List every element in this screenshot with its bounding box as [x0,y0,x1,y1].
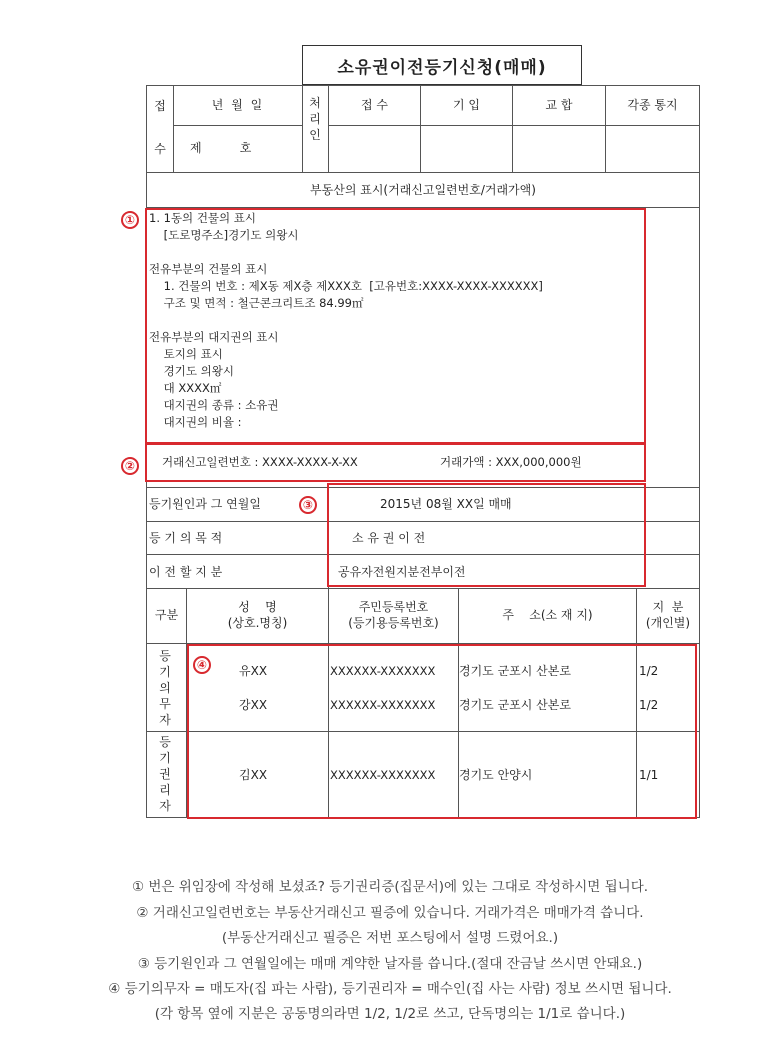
reception-col-check: 교 합 [545,98,573,112]
parties-header-name: 성 명 [238,600,277,614]
note-line: (부동산거래신고 필증은 저번 포스팅에서 설명 드렸어요.) [221,930,559,946]
property-line: 대 XXXX㎡ [149,381,222,395]
property-line: 구조 및 면적 : 철근콘크리트조 84.99㎡ [149,296,364,310]
registration-cause-value: 2015년 08월 XX일 매매 [380,497,512,511]
highlight-box-2 [145,443,646,482]
marker-4: ④ [193,656,211,674]
parties-header-address: 주 소(소 재 지) [502,608,593,622]
marker-3: ③ [299,496,317,514]
note-line: (각 항목 옆에 지분은 공동명의라면 1/2, 1/2로 쓰고, 단독명의는 1/1로 씁니다.) [154,1006,626,1022]
reception-col-receipt: 접 수 [361,98,388,112]
highlight-box-4 [187,644,697,819]
property-line: [도로명주소]경기도 의왕시 [149,228,299,242]
registration-share-label: 이 전 할 지 분 [149,565,223,579]
parties-header-id: 주민등록번호 [358,600,429,614]
obligee-id: XXXXXX-XXXXXXX [330,768,436,782]
parties-header-share: 지 분 [652,600,684,614]
obligor-name: 유XX [239,664,268,678]
registration-cause-label: 등기원인과 그 연월일 [149,497,261,511]
marker-2: ② [121,457,139,475]
note-line: ③ 등기원인과 그 연월일에는 매매 계약한 날자를 씁니다.(절대 잔금날 쓰시면 안돼요.) [137,956,643,972]
obligor-label: 등기의무자 [159,649,171,727]
property-header: 부동산의 표시(거래신고일련번호/거래가액) [310,183,536,197]
trade-serial: 거래신고일련번호 : XXXX-XXXX-X-XX [162,455,358,469]
reception-label-top: 접 [154,99,166,113]
property-line: 대지권의 종류 : 소유권 [149,398,279,412]
reception-col-entry: 기 입 [453,98,480,112]
property-line: 전유부분의 건물의 표시 [149,262,268,276]
form-title: 소유권이전등기신청(매매) [302,45,582,85]
parties-header-share-sub: (개인별) [645,616,691,630]
marker-1: ① [121,211,139,229]
property-line: 경기도 의왕시 [149,364,234,378]
obligor-id: XXXXXX-XXXXXXX [330,698,436,712]
obligor-id: XXXXXX-XXXXXXX [330,664,436,678]
note-line: ④ 등기의무자 = 매도자(집 파는 사람), 등기권리자 = 매수인(집 사는 사람) 정보 쓰시면 됩니다. [108,981,672,997]
property-line: 1. 1동의 건물의 표시 [149,211,257,225]
registration-purpose-value: 소 유 권 이 전 [352,531,426,545]
registration-purpose-label: 등 기 의 목 적 [149,531,223,545]
property-line: 대지권의 비율 : [149,415,242,429]
reception-date-label: 년 월 일 [211,98,265,112]
note-line: ② 거래신고일련번호는 부동산거래신고 필증에 있습니다. 거래가격은 매매가격 씁니다. [136,905,644,921]
trade-price: 거래가액 : XXX,000,000원 [440,455,582,469]
reception-label-bottom: 수 [154,142,166,156]
property-line: 1. 건물의 번호 : 제X동 제X층 제XXX호 [고유번호:XXXX-XXXX-XXXXXX] [149,279,543,293]
property-line: 전유부분의 대지권의 표시 [149,330,279,344]
obligee-share: 1/1 [639,768,659,782]
highlight-box-3 [327,483,646,587]
note-line: ① 번은 위임장에 작성해 보셨죠? 등기권리증(집문서)에 있는 그대로 작성하시면 됩니다. [131,879,649,895]
obligee-label: 등기권리자 [159,735,171,813]
reception-col-notice: 각종 통지 [627,98,678,112]
property-line: 토지의 표시 [149,347,223,361]
reception-number-label: 제 호 [190,141,252,155]
obligor-name: 강XX [239,698,268,712]
processor-label: 처리인 [309,96,321,142]
parties-header-id-sub: (등기용등록번호) [348,616,439,630]
obligor-address: 경기도 군포시 산본로 [459,698,571,712]
highlight-box-1 [145,208,646,444]
obligee-name: 김XX [239,768,268,782]
obligor-share: 1/2 [639,664,659,678]
registration-share-value: 공유자전원지분전부이전 [338,565,466,579]
parties-header-name-sub: (상호.명칭) [227,616,288,630]
obligor-address: 경기도 군포시 산본로 [459,664,571,678]
obligee-address: 경기도 안양시 [459,768,533,782]
parties-header-kind: 구분 [154,608,179,622]
obligor-share: 1/2 [639,698,659,712]
